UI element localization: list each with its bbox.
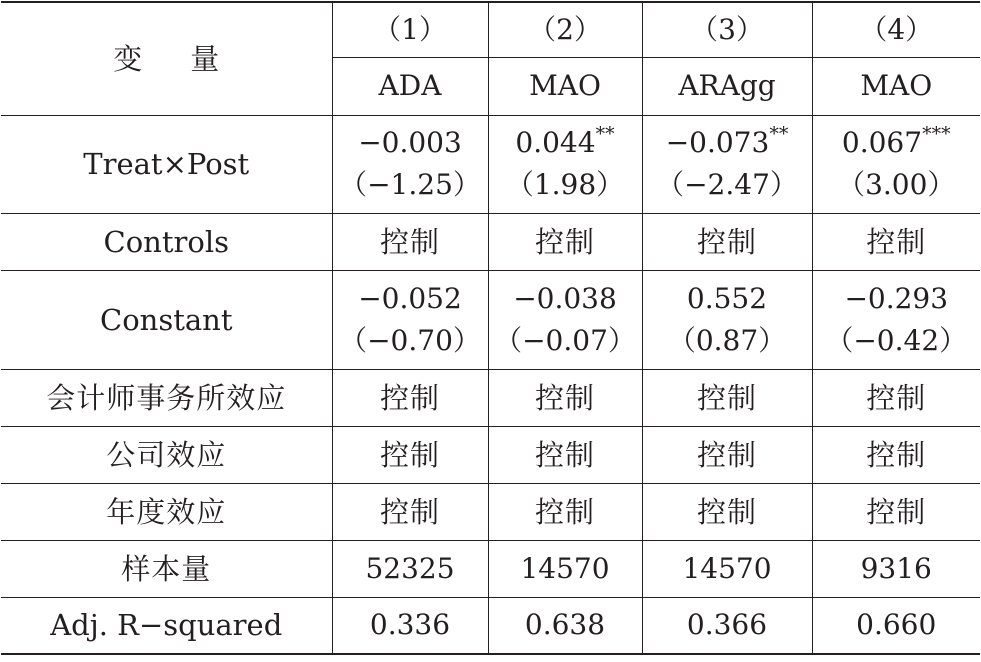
row-adj-r-squared [1, 597, 980, 654]
coef: −0.003 [358, 126, 462, 159]
constant-cell-1 [332, 270, 488, 369]
audit-firm-effect-cell-1: 控制 [332, 369, 488, 426]
column-number-3: （3） [642, 2, 812, 57]
row-sample-size [1, 540, 980, 597]
sample-size-cell-4: 9316 [812, 540, 980, 597]
t-stat: （1.98） [505, 168, 625, 201]
row-treat-post [1, 115, 980, 213]
row-year-effect [1, 483, 980, 540]
controls-cell-4: 控制 [812, 213, 980, 270]
row-constant [1, 270, 980, 369]
year-effect-cell-4: 控制 [812, 483, 980, 540]
treat-post-cell-1 [332, 115, 488, 213]
sample-size-cell-2: 14570 [488, 540, 642, 597]
coef: 0.067 [841, 126, 923, 159]
company-effect-cell-2: 控制 [488, 426, 642, 483]
adj-r-squared-cell-4: 0.660 [812, 597, 980, 654]
coef: −0.293 [844, 281, 949, 315]
controls-cell-1: 控制 [332, 213, 488, 270]
column-var-4: MAO [812, 57, 980, 115]
significance-stars: ** [595, 123, 615, 145]
row-label-treat-post: Treat×Post [1, 115, 332, 213]
row-label-adj-r-squared: Adj. R−squared [1, 597, 332, 654]
controls-cell-2: 控制 [488, 213, 642, 270]
column-number-1: （1） [332, 2, 488, 57]
column-var-2: MAO [488, 57, 642, 115]
year-effect-cell-1: 控制 [332, 483, 488, 540]
row-label-company-effect: 公司效应 [1, 426, 332, 483]
controls-cell-3: 控制 [642, 213, 812, 270]
row-label-audit-firm-effect: 会计师事务所效应 [1, 369, 332, 426]
sample-size-cell-3: 14570 [642, 540, 812, 597]
t-stat: （−0.70） [339, 323, 481, 357]
audit-firm-effect-cell-3: 控制 [642, 369, 812, 426]
company-effect-cell-1: 控制 [332, 426, 488, 483]
adj-r-squared-cell-3: 0.366 [642, 597, 812, 654]
variable-header: 变量 [1, 2, 332, 115]
row-company-effect [1, 426, 980, 483]
sample-size-cell-1: 52325 [332, 540, 488, 597]
year-effect-cell-3: 控制 [642, 483, 812, 540]
treat-post-cell-3 [642, 115, 812, 213]
row-audit-firm-effect [1, 369, 980, 426]
treat-post-cell-2 [488, 115, 642, 213]
year-effect-cell-2: 控制 [488, 483, 642, 540]
t-stat: （−0.42） [825, 323, 968, 357]
treat-post-cell-4 [812, 115, 980, 213]
audit-firm-effect-cell-2: 控制 [488, 369, 642, 426]
t-stat: （−0.07） [494, 323, 636, 357]
row-label-constant: Constant [1, 270, 332, 369]
t-stat: （3.00） [837, 168, 956, 201]
row-label-sample-size: 样本量 [1, 540, 332, 597]
regression-table [1, 1, 980, 655]
constant-cell-3 [642, 270, 812, 369]
row-label-year-effect: 年度效应 [1, 483, 332, 540]
adj-r-squared-cell-2: 0.638 [488, 597, 642, 654]
row-label-controls: Controls [1, 213, 332, 270]
coef: −0.052 [358, 281, 462, 315]
company-effect-cell-3: 控制 [642, 426, 812, 483]
company-effect-cell-4: 控制 [812, 426, 980, 483]
header-row-numbers [1, 2, 980, 57]
constant-cell-4 [812, 270, 980, 369]
constant-cell-2 [488, 270, 642, 369]
column-number-4: （4） [812, 2, 980, 57]
row-controls [1, 213, 980, 270]
coef: −0.038 [513, 281, 617, 315]
t-stat: （0.87） [667, 323, 787, 357]
significance-stars: ** [769, 123, 789, 145]
coef: 0.044 [515, 126, 596, 159]
significance-stars: *** [922, 123, 951, 145]
t-stat: （−2.47） [656, 168, 798, 201]
t-stat: （−1.25） [339, 168, 481, 201]
column-number-2: （2） [488, 2, 642, 57]
adj-r-squared-cell-1: 0.336 [332, 597, 488, 654]
coef: −0.073 [665, 126, 770, 159]
coef: 0.552 [686, 281, 768, 315]
audit-firm-effect-cell-4: 控制 [812, 369, 980, 426]
column-var-1: ADA [332, 57, 488, 115]
column-var-3: ARAgg [642, 57, 812, 115]
